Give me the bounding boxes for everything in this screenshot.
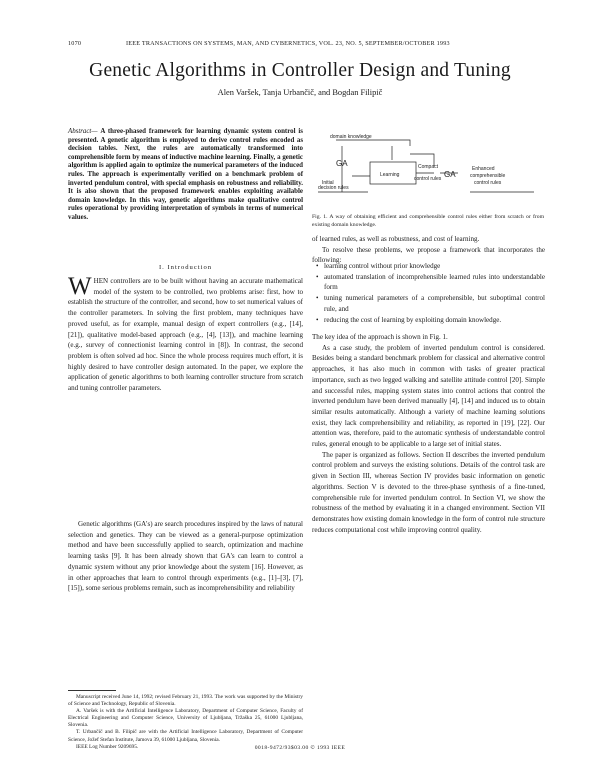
abstract-label: Abstract— xyxy=(68,128,98,135)
comprehensible-label: comprehensible xyxy=(470,173,506,179)
learning-label: Learning xyxy=(380,172,400,178)
author-list: Alen Varšek, Tanja Urbančič, and Bogdan Filipič xyxy=(217,88,383,97)
abstract xyxy=(68,128,303,223)
key-idea: The key idea of the approach is shown in Fig. 1. xyxy=(312,333,448,341)
running-head: IEEE TRANSACTIONS ON SYSTEMS, MAN, AND CYBERNETICS, VOL. 23, NO. 5, SEPTEMBER/OCTOBER 1993 xyxy=(126,40,450,47)
paper-title: Genetic Algorithms in Controller Design and Tuning xyxy=(89,60,511,81)
framework-list xyxy=(312,261,545,325)
figure-1 xyxy=(310,132,546,212)
intro-text-1: HEN controllers are to be built without having an accurate mathematical model of the system to be controlled, two problems arise: first, how to establish the structure of the controller, and second, how to set numerical values of the controller parameters. In solving the first problem, many techniques have proved useful, as for example, manual design of expert controllers (e.g., [14], [21]), qualitative model-based approach (e.g., [4], [13]), and machine learning (e.g., survey of connectionist learning control in [8]). In contrast, the second problem is often solved ad hoc. Since the whole process requires much effort, it is highly desired to have controller design automated. In the paper, we explore the application of genetic algorithms to both learning controller structure from scratch and tuning controller parameters. xyxy=(68,277,303,393)
right-column-body xyxy=(312,332,545,535)
enhanced-label: Enhanced xyxy=(472,166,495,172)
ga-label: GA xyxy=(444,170,456,179)
list-item: • tuning numerical parameters of a comprehensible, but suboptimal control rule, and xyxy=(312,293,545,314)
domain-knowledge-label: domain knowledge xyxy=(330,134,372,140)
connector xyxy=(336,140,410,146)
copyright-footer: 0018-9472/93$03.00 © 1993 IEEE xyxy=(254,745,346,751)
case-study-paragraph: As a case study, the problem of inverted pendulum control is considered. Besides being a standard benchmark problem for classical and alternative control approaches, it has also much in common with tasks of greater practical importance, such as two legged walking and satellite attitude control [20]. Simple and successful rules, mapping system states into control actions that control the inverted pendulum have been derived manually [4], [14] and induced us to obtain similar results automatically. Although a variety of machine learning solutions exist, they lack comprehensibility and reliability, as reported in [19], [22]. Our attention was, therefore, paid to the automatic synthesis of understandable control rules, general enough to be applicable to a large set of initial states. xyxy=(312,343,545,449)
footnotes xyxy=(68,694,303,751)
list-item: • learning control without prior knowledge xyxy=(312,261,545,272)
intro-text-2: Genetic algorithms (GA's) are search procedures inspired by the laws of natural selection and genetics. They can be viewed as a general-purpose optimization method and have been successfully applied to search, optimization and machine learning tasks [9]. It has been already shown that GA's can learn to control a dynamic system without any prior knowledge about the system [16]. However, as in other approaches that learn to control through experiments (e.g., [1]–[3], [7], [15]), some serious problems remain, such as incomprehensibility and reliability xyxy=(68,520,303,593)
figure-1-caption: Fig. 1. A way of obtaining efficient and comprehensible control rules either from scratch or from existing domain knowledge. xyxy=(312,214,544,228)
list-item: • reducing the cost of learning by exploiting domain knowledge. xyxy=(312,315,545,326)
control-rules-label: control rules xyxy=(474,180,502,186)
footnote: Manuscript received June 14, 1992; revised February 21, 1993. The work was supported by the Ministry of Science and Technology, Republic of Slovenia. xyxy=(68,694,303,708)
control-rules-label: control rules xyxy=(414,176,442,182)
initial-label: Initial xyxy=(322,180,334,186)
footnote: T. Urbančič and B. Filipič are with the Artificial Intelligence Laboratory, Department of Computer Science, Jožef Stefan Institute, Jamova 39, 61000 Ljubljana, Slovenia. xyxy=(68,729,303,743)
ga-label: GA xyxy=(336,159,348,168)
organization-paragraph: The paper is organized as follows. Section II describes the inverted pendulum control problem and surveys the existing solutions. Details of the control task are given in Section III, whereas Section IV provides basic information on genetic algorithms. Section V is devoted to the three-phase synthesis of a fine-tuned, comprehensible rule for inverted pendulum control. In Section VI, we show the robustness of the method by evaluating it in a changed environment. Section VII demonstrates how existing domain knowledge in the form of control rule structure reduces computational cost while improving control quality. xyxy=(312,450,545,534)
intro-paragraph-2 xyxy=(68,519,303,594)
carryover-text: of learned rules, as well as robustness, and cost of learning. xyxy=(312,235,480,243)
decision-rules-label: decision rules xyxy=(318,185,349,191)
footnote: IEEE Log Number 9209695. xyxy=(76,743,139,750)
figure-1-diagram xyxy=(310,132,546,212)
abstract-text: A three-phased framework for learning dynamic system control is presented. A genetic algorithm is employed to derive control rules encoded as decision tables. Next, the rules are automatically transformed into comprehensible form by means of inductive machine learning. Finally, a genetic algorithm is applied again to optimize the numerical parameters of the induced rules. The approach is experimentally verified on a benchmark problem of inverted pendulum control, with special emphasis on robustness and reliability. It is also shown that the proposed framework enables exploiting available domain knowledge. In this way, genetic algorithms make qualitative control rules operational by providing interpretation of symbols in terms of numerical values. xyxy=(68,128,303,221)
intro-paragraph-1 xyxy=(68,273,303,394)
drop-cap: W xyxy=(68,273,92,300)
footnote-rule xyxy=(68,690,116,691)
list-item: • automated translation of incomprehensible learned rules into understandable form xyxy=(312,272,545,293)
footnote: A. Varšek is with the Artificial Intelligence Laboratory, Department of Computer Science, Faculty of Electrical Engineering and Computer Science, University of Ljubljana, Tržaška 25, 61000 Ljubljana, Slovenia. xyxy=(68,708,303,729)
compact-label: Compact xyxy=(418,164,439,170)
framework-intro: To resolve these problems, we propose a framework that incorporates the following: xyxy=(312,245,545,265)
page-number: 1070 xyxy=(68,40,82,47)
section-heading-introduction: I. Introduction xyxy=(158,264,213,271)
